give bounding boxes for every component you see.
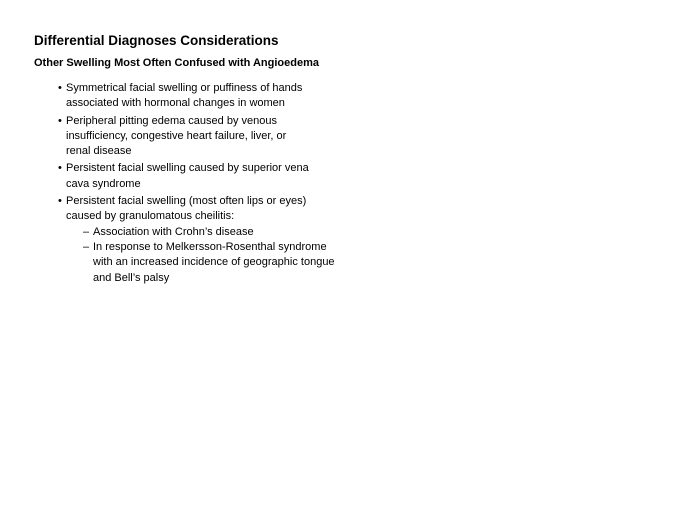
bullet-line: insufficiency, congestive heart failure, liver, or — [66, 129, 287, 142]
slide-title: Differential Diagnoses Considerations — [34, 33, 279, 48]
sub-item-line: In response to Melkersson-Rosenthal syndrome — [93, 240, 327, 253]
bullet-item-granulomatous-cheilitis — [58, 194, 358, 286]
bullet-text — [66, 194, 358, 225]
bullet-line: Persistent facial swelling caused by superior vena — [66, 162, 309, 175]
bullet-line: associated with hormonal changes in women — [66, 97, 285, 110]
bullet-text — [66, 161, 358, 192]
bullet-line: Peripheral pitting edema caused by venous — [66, 114, 277, 127]
bullet-line: renal disease — [66, 145, 132, 158]
bullet-mark: • — [58, 162, 62, 175]
sub-item-melkersson-rosenthal — [83, 240, 358, 286]
bullet-line: Symmetrical facial swelling or puffiness of hands — [66, 82, 303, 94]
sub-item-line: with an increased incidence of geographic tongue — [93, 256, 335, 269]
sub-item-line: Association with Crohn’s disease — [93, 225, 254, 238]
bullet-text — [66, 81, 358, 112]
bullet-item-hormonal — [58, 81, 358, 112]
sub-bullet-list — [66, 225, 358, 286]
bullet-mark: • — [58, 82, 62, 94]
sub-item-line: and Bell’s palsy — [93, 271, 170, 284]
bullet-line: cava syndrome — [66, 177, 141, 190]
bullet-mark: • — [58, 195, 62, 208]
sub-item-text — [93, 225, 358, 240]
dash-mark: – — [83, 225, 90, 238]
slide-subtitle: Other Swelling Most Often Confused with Angioedema — [34, 57, 319, 69]
sub-item-crohns — [83, 225, 358, 240]
bullet-list — [58, 81, 358, 288]
bullet-item-pitting-edema — [58, 114, 358, 160]
bullet-line: Persistent facial swelling (most often lips or eyes) — [66, 195, 307, 208]
bullet-text — [66, 114, 358, 160]
bullet-mark: • — [58, 114, 62, 127]
dash-mark: – — [83, 240, 90, 253]
sub-item-text — [93, 240, 358, 286]
bullet-line: caused by granulomatous cheilitis: — [66, 210, 235, 223]
bullet-item-vena-cava — [58, 161, 358, 192]
